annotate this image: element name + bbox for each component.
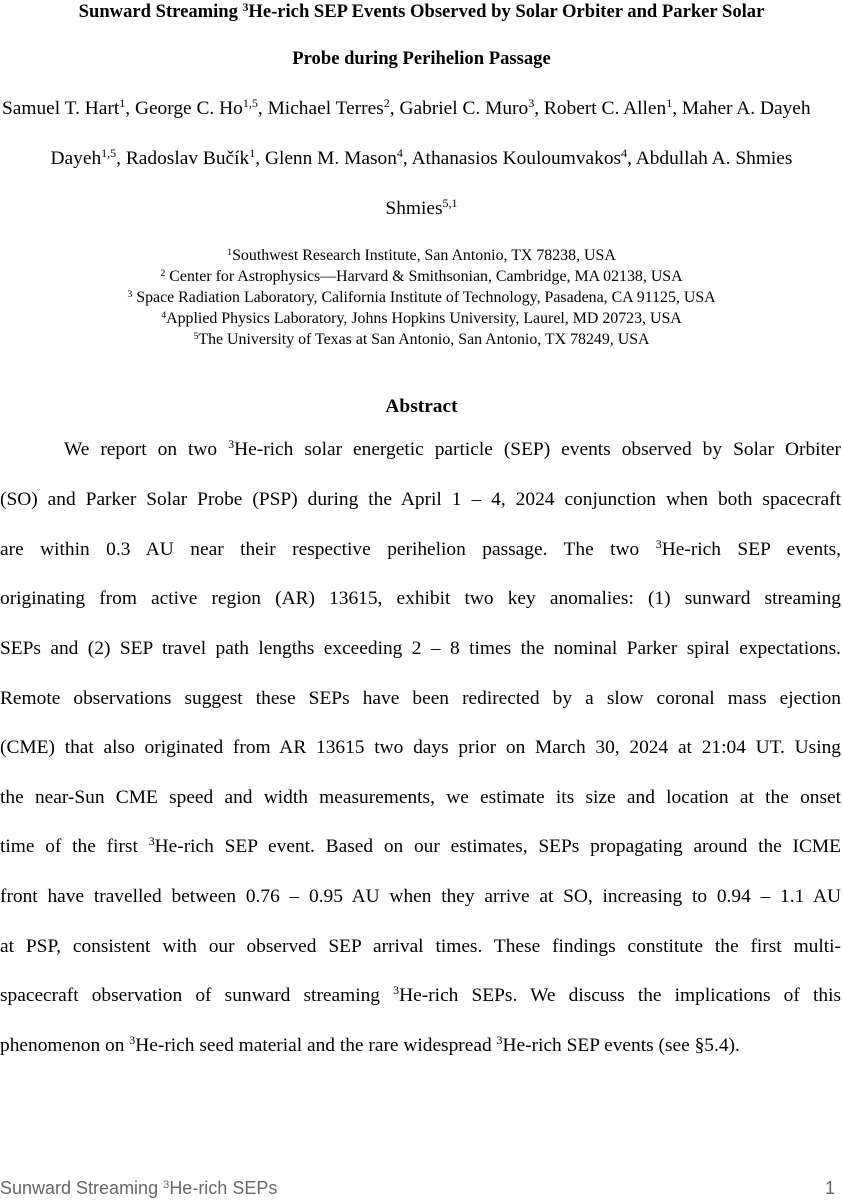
affiliations	[0, 245, 843, 350]
author-line-3: Shmies$^{5,1}$	[385, 196, 458, 219]
running-footer-title: Sunward Streaming $^3$He-rich SEPs	[0, 1178, 278, 1198]
abstract-line: (CME) that also originated from AR 13615 two days prior on March 30, 2024 at 21:04 UT. Using	[0, 737, 841, 758]
author-affiliation: 1	[666, 96, 673, 111]
abstract-line: phenomenon on $^3$He-rich seed material and the rare widespread $^3$He-rich SEP events (see §5.4).	[0, 1033, 740, 1056]
author-name: Abdullah A. Shmies	[635, 148, 793, 169]
author-name: Glenn M. Mason	[264, 148, 397, 169]
affiliation-item: $^2$ Center for Astrophysics—Harvard & Smithsonian, Cambridge, MA 02138, USA	[160, 267, 683, 285]
author-name: Maher A. Dayeh	[681, 98, 811, 119]
author-affiliation: 5,1	[442, 196, 458, 211]
author-line-1: Samuel T. Hart$^1$, George C. Ho$^{1,5}$, Michael Terres$^2$, Gabriel C. Muro$^3$, Robert C. Allen$^1$, Maher A. Dayeh	[2, 96, 811, 119]
author-name: Samuel T. Hart	[2, 98, 120, 119]
abstract-line: the near-Sun CME speed and width measurements, we estimate its size and location at the onset	[0, 787, 841, 808]
abstract-heading: Abstract	[385, 396, 458, 417]
abstract-line: We report on two $^3$He-rich solar energetic particle (SEP) events observed by Solar Orbiter	[64, 437, 841, 460]
author-affiliation: 1,5	[101, 146, 117, 161]
abstract-line: originating from active region (AR) 13615, exhibit two key anomalies: (1) sunward streaming	[0, 588, 841, 609]
affiliation-item: $^3$ Space Radiation Laboratory, California Institute of Technology, Pasadena, CA 91125, USA	[127, 288, 716, 306]
author-affiliation: 2	[383, 96, 390, 111]
affiliation-item: $^1$Southwest Research Institute, San Antonio, TX 78238, USA	[227, 246, 616, 264]
author-line-2: Dayeh$^{1,5}$, Radoslav Bučík$^1$, Glenn M. Mason$^4$, Athanasios Kouloumvakos$^4$, Abdullah A. Shmies	[50, 146, 793, 169]
author-affiliation: 1	[249, 146, 256, 161]
abstract-line: spacecraft observation of sunward streaming $^3$He-rich SEPs. We discuss the implications of this	[0, 983, 842, 1006]
author-name: George C. Ho	[134, 98, 243, 119]
abstract-line: (SO) and Parker Solar Probe (PSP) during the April 1 – 4, 2024 conjunction when both spacecraft	[0, 489, 841, 510]
author-name: Athanasios Kouloumvakos	[411, 148, 622, 169]
abstract-line: time of the first $^3$He-rich SEP event. Based on our estimates, SEPs propagating around the ICME	[0, 834, 841, 857]
author-affiliation: 4	[621, 146, 628, 161]
author-affiliation: 1,5	[242, 96, 258, 111]
abstract-line: at PSP, consistent with our observed SEP arrival times. These findings constitute the first multi-	[0, 936, 841, 957]
author-name: Robert C. Allen	[543, 98, 667, 119]
abstract-line: are within 0.3 AU near their respective perihelion passage. The two $^3$He-rich SEP events,	[0, 537, 841, 560]
abstract-line: Remote observations suggest these SEPs have been redirected by a slow coronal mass ejection	[0, 688, 841, 709]
abstract-line: SEPs and (2) SEP travel path lengths exceeding 2 – 8 times the nominal Parker spiral expectations.	[0, 638, 841, 659]
affiliation-item: $^5$The University of Texas at San Antonio, San Antonio, TX 78249, USA	[193, 330, 650, 348]
abstract-line: front have travelled between 0.76 – 0.95 AU when they arrive at SO, increasing to 0.94 – 1.1 AU	[0, 886, 841, 907]
author-name: Gabriel C. Muro	[399, 98, 529, 119]
page-number: 1	[824, 1178, 835, 1198]
paper-title-line-1: Sunward Streaming $^3$He-rich SEP Events Observed by Solar Orbiter and Parker Solar	[78, 1, 765, 22]
author-affiliation: 3	[528, 96, 535, 111]
paper-title-line-2: Probe during Perihelion Passage	[292, 48, 551, 69]
author-name: Radoslav Bučík	[125, 148, 250, 169]
affiliation-item: $^4$Applied Physics Laboratory, Johns Hopkins University, Laurel, MD 20723, USA	[161, 309, 682, 327]
author-affiliation: 1	[119, 96, 126, 111]
author-name: Michael Terres	[267, 98, 384, 119]
author-affiliation: 4	[396, 146, 403, 161]
